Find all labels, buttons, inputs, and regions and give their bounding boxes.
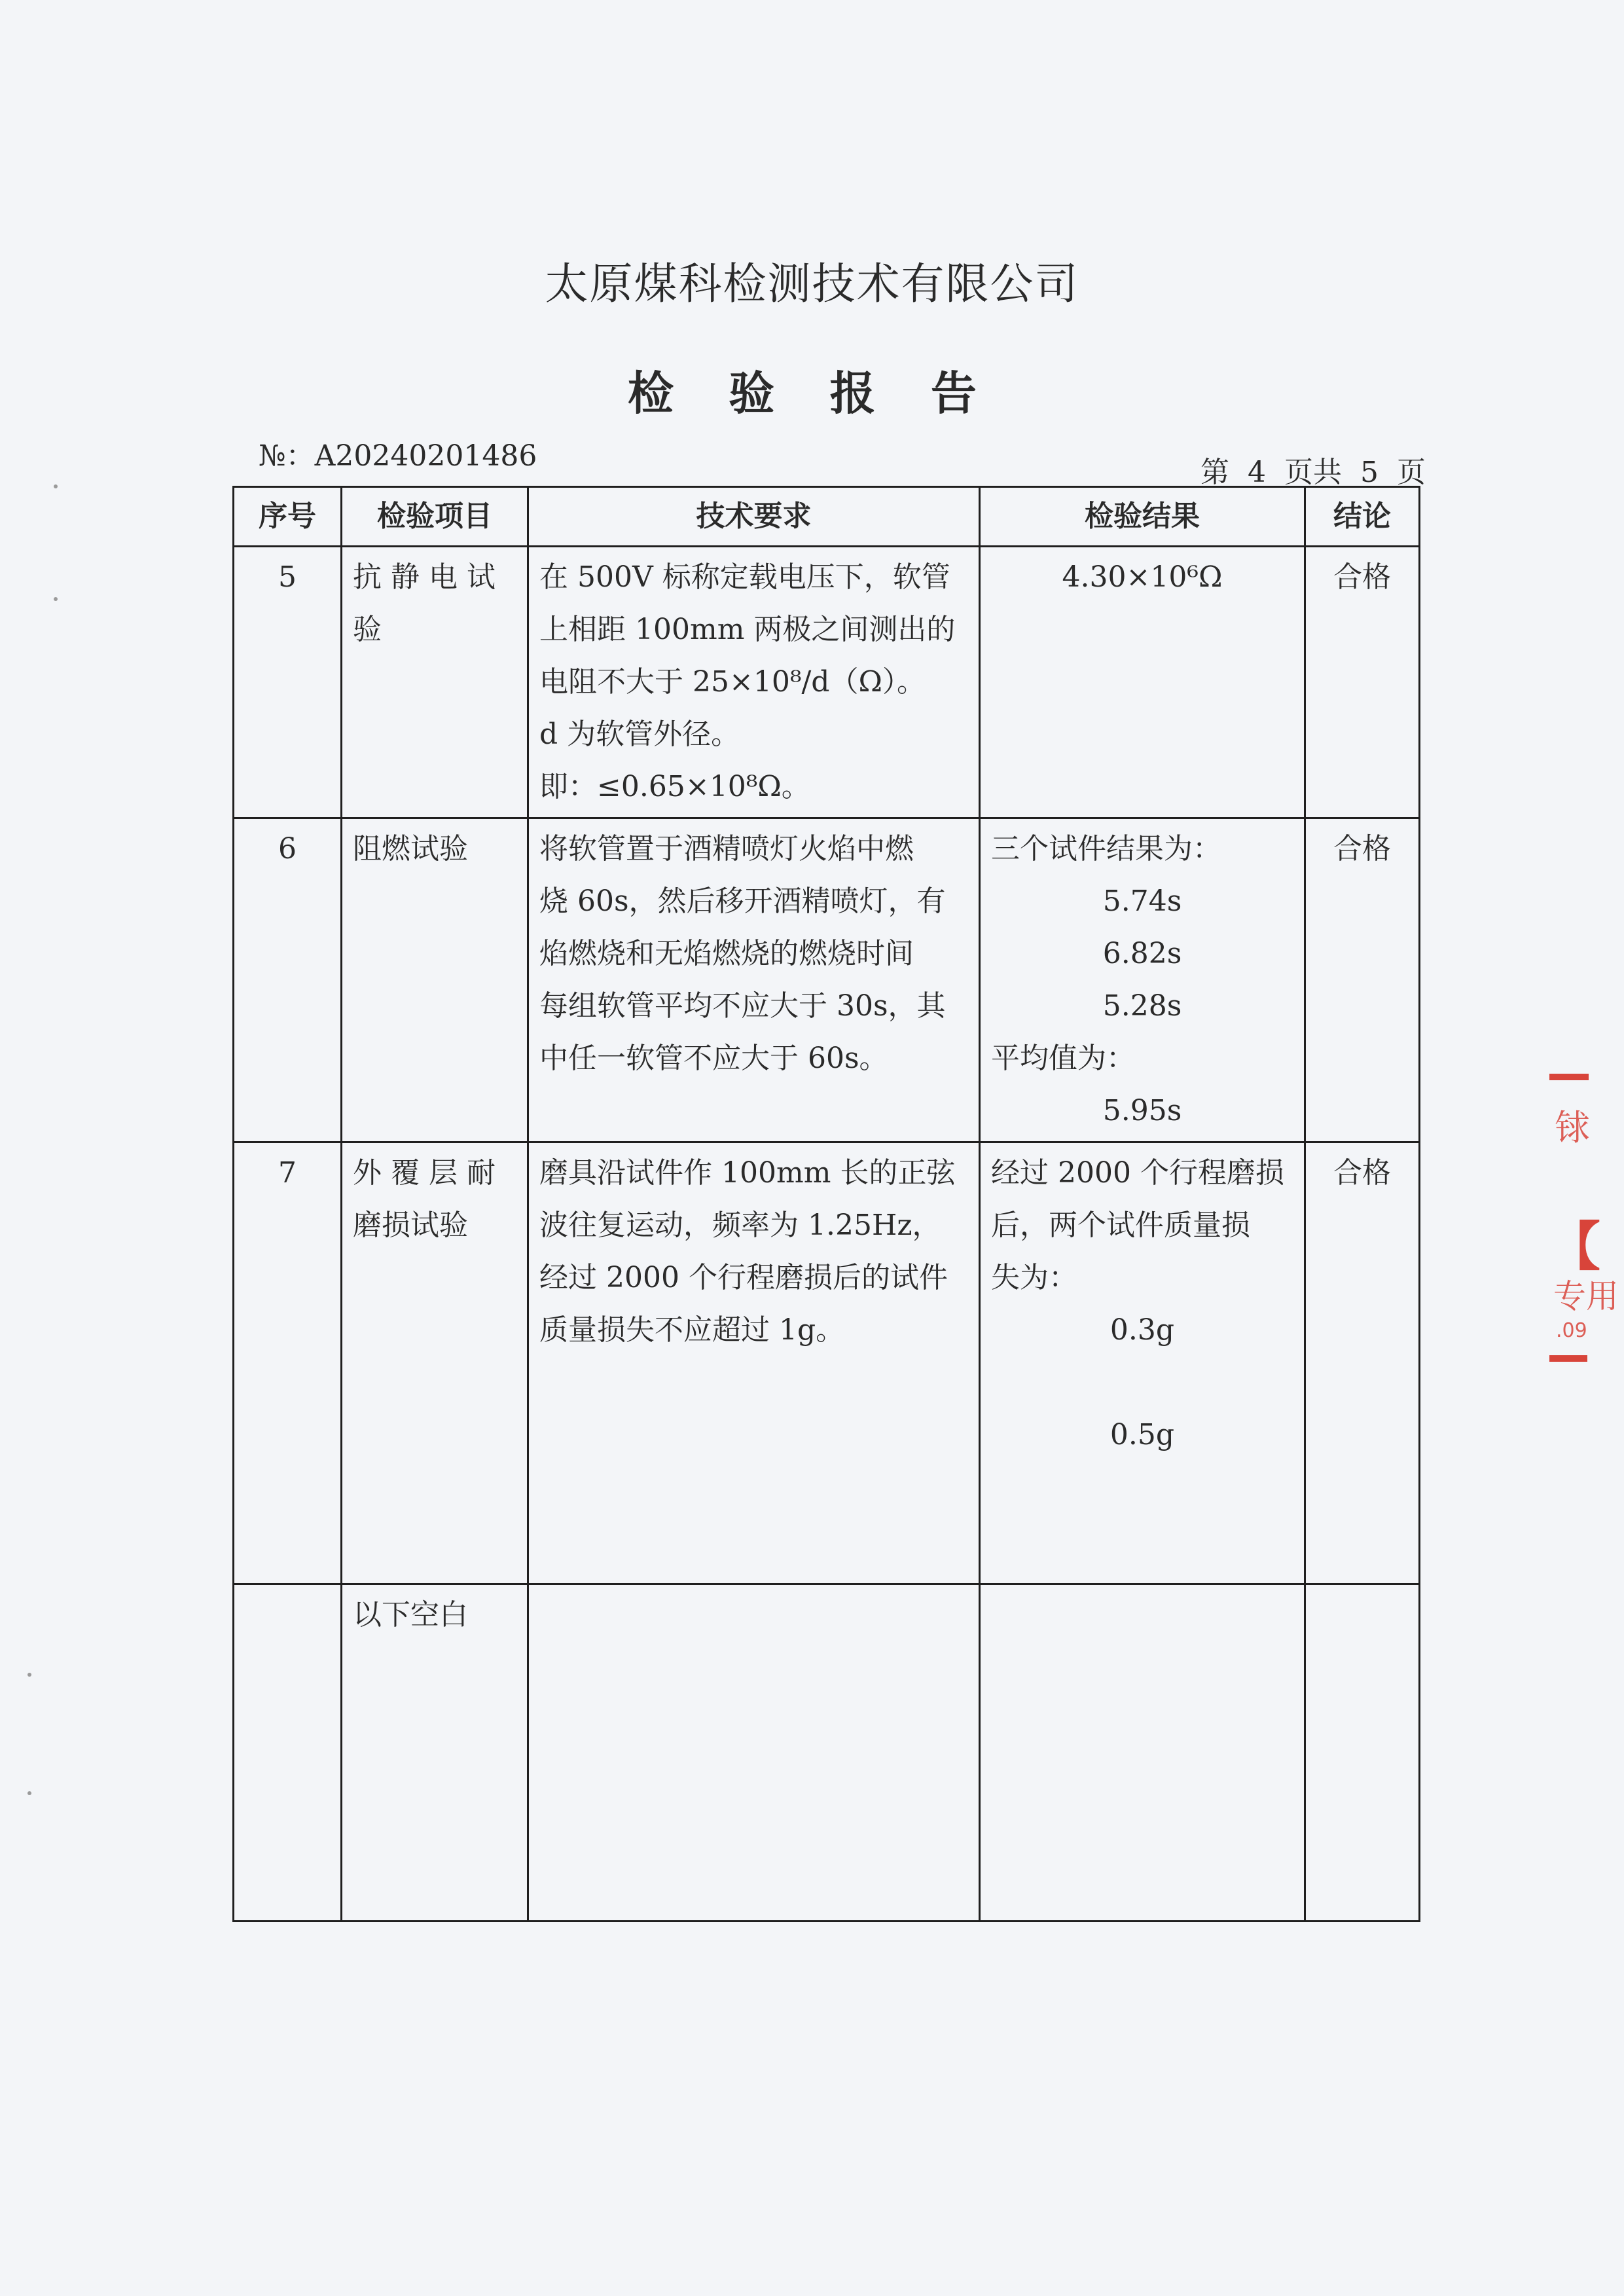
- stamp-bar: [1549, 1074, 1589, 1080]
- requirement-line: 质量损失不应超过 1g。: [539, 1313, 845, 1347]
- row-conclusion: [1305, 1584, 1420, 1922]
- row-requirement: [528, 818, 980, 1142]
- inspection-table: [232, 486, 1420, 1922]
- table-row: [234, 818, 1420, 1142]
- header-requirement: 技术要求: [528, 487, 980, 547]
- spacer: [991, 1357, 1293, 1409]
- page-middle: 页共: [1284, 456, 1342, 489]
- report-title: 检 验 报 告: [627, 366, 997, 420]
- requirement-line: 经过 2000 个行程磨损后的试件: [539, 1261, 948, 1294]
- stamp-text: 𨱇: [1555, 1107, 1590, 1148]
- item-line: 磨损试验: [353, 1209, 468, 1242]
- table-row: [234, 1142, 1420, 1584]
- row-item: 抗静电试验: [342, 547, 528, 818]
- page-suffix: 页: [1397, 456, 1426, 489]
- stamp-bracket: 【: [1548, 1216, 1600, 1277]
- requirement-line: 在 500V 标称定载电压下，软管: [539, 560, 950, 594]
- result-intro: 三个试件结果为：: [991, 832, 1221, 866]
- table-row: [234, 1584, 1420, 1922]
- scan-dot: [27, 1673, 31, 1677]
- table-row: [234, 547, 1420, 818]
- header-no: 序号: [234, 487, 342, 547]
- scan-dot: [27, 1791, 31, 1795]
- result-value: 0.5g: [1110, 1418, 1175, 1451]
- row-conclusion: 合格: [1305, 818, 1420, 1142]
- row-item: 以下空白: [342, 1584, 528, 1922]
- requirement-line: 每组软管平均不应大于 30s，其: [539, 989, 946, 1023]
- row-result: [980, 1584, 1305, 1922]
- result-value: 5.74s: [1102, 884, 1182, 918]
- requirement-line: 即：≤0.65×10⁸Ω。: [539, 770, 810, 803]
- page-current: 4: [1248, 456, 1266, 489]
- row-number: [234, 1584, 342, 1922]
- row-number: 6: [234, 818, 342, 1142]
- result-value: 0.3g: [1110, 1313, 1175, 1347]
- row-conclusion: 合格: [1305, 1142, 1420, 1584]
- stamp-text: .09: [1556, 1319, 1587, 1342]
- result-intro: 经过 2000 个行程磨损: [991, 1156, 1284, 1190]
- requirement-line: 中任一软管不应大于 60s。: [539, 1042, 888, 1075]
- requirement-line: 将软管置于酒精喷灯火焰中燃: [539, 832, 914, 866]
- stamp-text: 专用: [1553, 1277, 1619, 1315]
- result-value: 5.28s: [1102, 989, 1182, 1023]
- result-value: 4.30×10⁶Ω: [1062, 560, 1223, 594]
- result-intro: 失为：: [991, 1261, 1077, 1294]
- report-number: №：A20240201486: [259, 439, 537, 473]
- row-item: 阻燃试验: [342, 818, 528, 1142]
- item-line: 外覆层耐: [353, 1156, 505, 1190]
- row-requirement: [528, 1142, 980, 1584]
- scan-dot: [54, 597, 58, 601]
- row-result: [980, 547, 1305, 818]
- scan-dot: [54, 484, 58, 488]
- page-indicator: [1191, 448, 1435, 490]
- seal-stamp: [1542, 1074, 1624, 1375]
- result-intro: 后，两个试件质量损: [991, 1209, 1250, 1242]
- requirement-line: d 为软管外径。: [539, 718, 740, 751]
- stamp-bar: [1549, 1355, 1587, 1362]
- row-number: 7: [234, 1142, 342, 1584]
- row-result: [980, 818, 1305, 1142]
- page-prefix: 第: [1200, 456, 1229, 489]
- header-conclusion: 结论: [1305, 487, 1420, 547]
- row-item: [342, 1142, 528, 1584]
- requirement-line: 焰燃烧和无焰燃烧的燃烧时间: [539, 937, 914, 970]
- requirement-line: 磨具沿试件作 100mm 长的正弦: [539, 1156, 956, 1190]
- header-item: 检验项目: [342, 487, 528, 547]
- requirement-line: 电阻不大于 25×10⁸/d（Ω）。: [539, 665, 926, 699]
- page-total: 5: [1360, 456, 1379, 489]
- result-average-label: 平均值为：: [991, 1042, 1135, 1075]
- row-requirement: [528, 547, 980, 818]
- requirement-line: 波往复运动，频率为 1.25Hz，: [539, 1209, 941, 1242]
- result-value: 6.82s: [1102, 937, 1182, 970]
- header-result: 检验结果: [980, 487, 1305, 547]
- row-requirement: [528, 1584, 980, 1922]
- requirement-line: 烧 60s，然后移开酒精喷灯，有: [539, 884, 946, 918]
- result-average: 5.95s: [1102, 1094, 1182, 1127]
- row-number: 5: [234, 547, 342, 818]
- company-name: 太原煤科检测技术有限公司: [545, 259, 1079, 309]
- row-result: [980, 1142, 1305, 1584]
- requirement-line: 上相距 100mm 两极之间测出的: [539, 613, 956, 646]
- table-header-row: [234, 487, 1420, 547]
- row-conclusion: 合格: [1305, 547, 1420, 818]
